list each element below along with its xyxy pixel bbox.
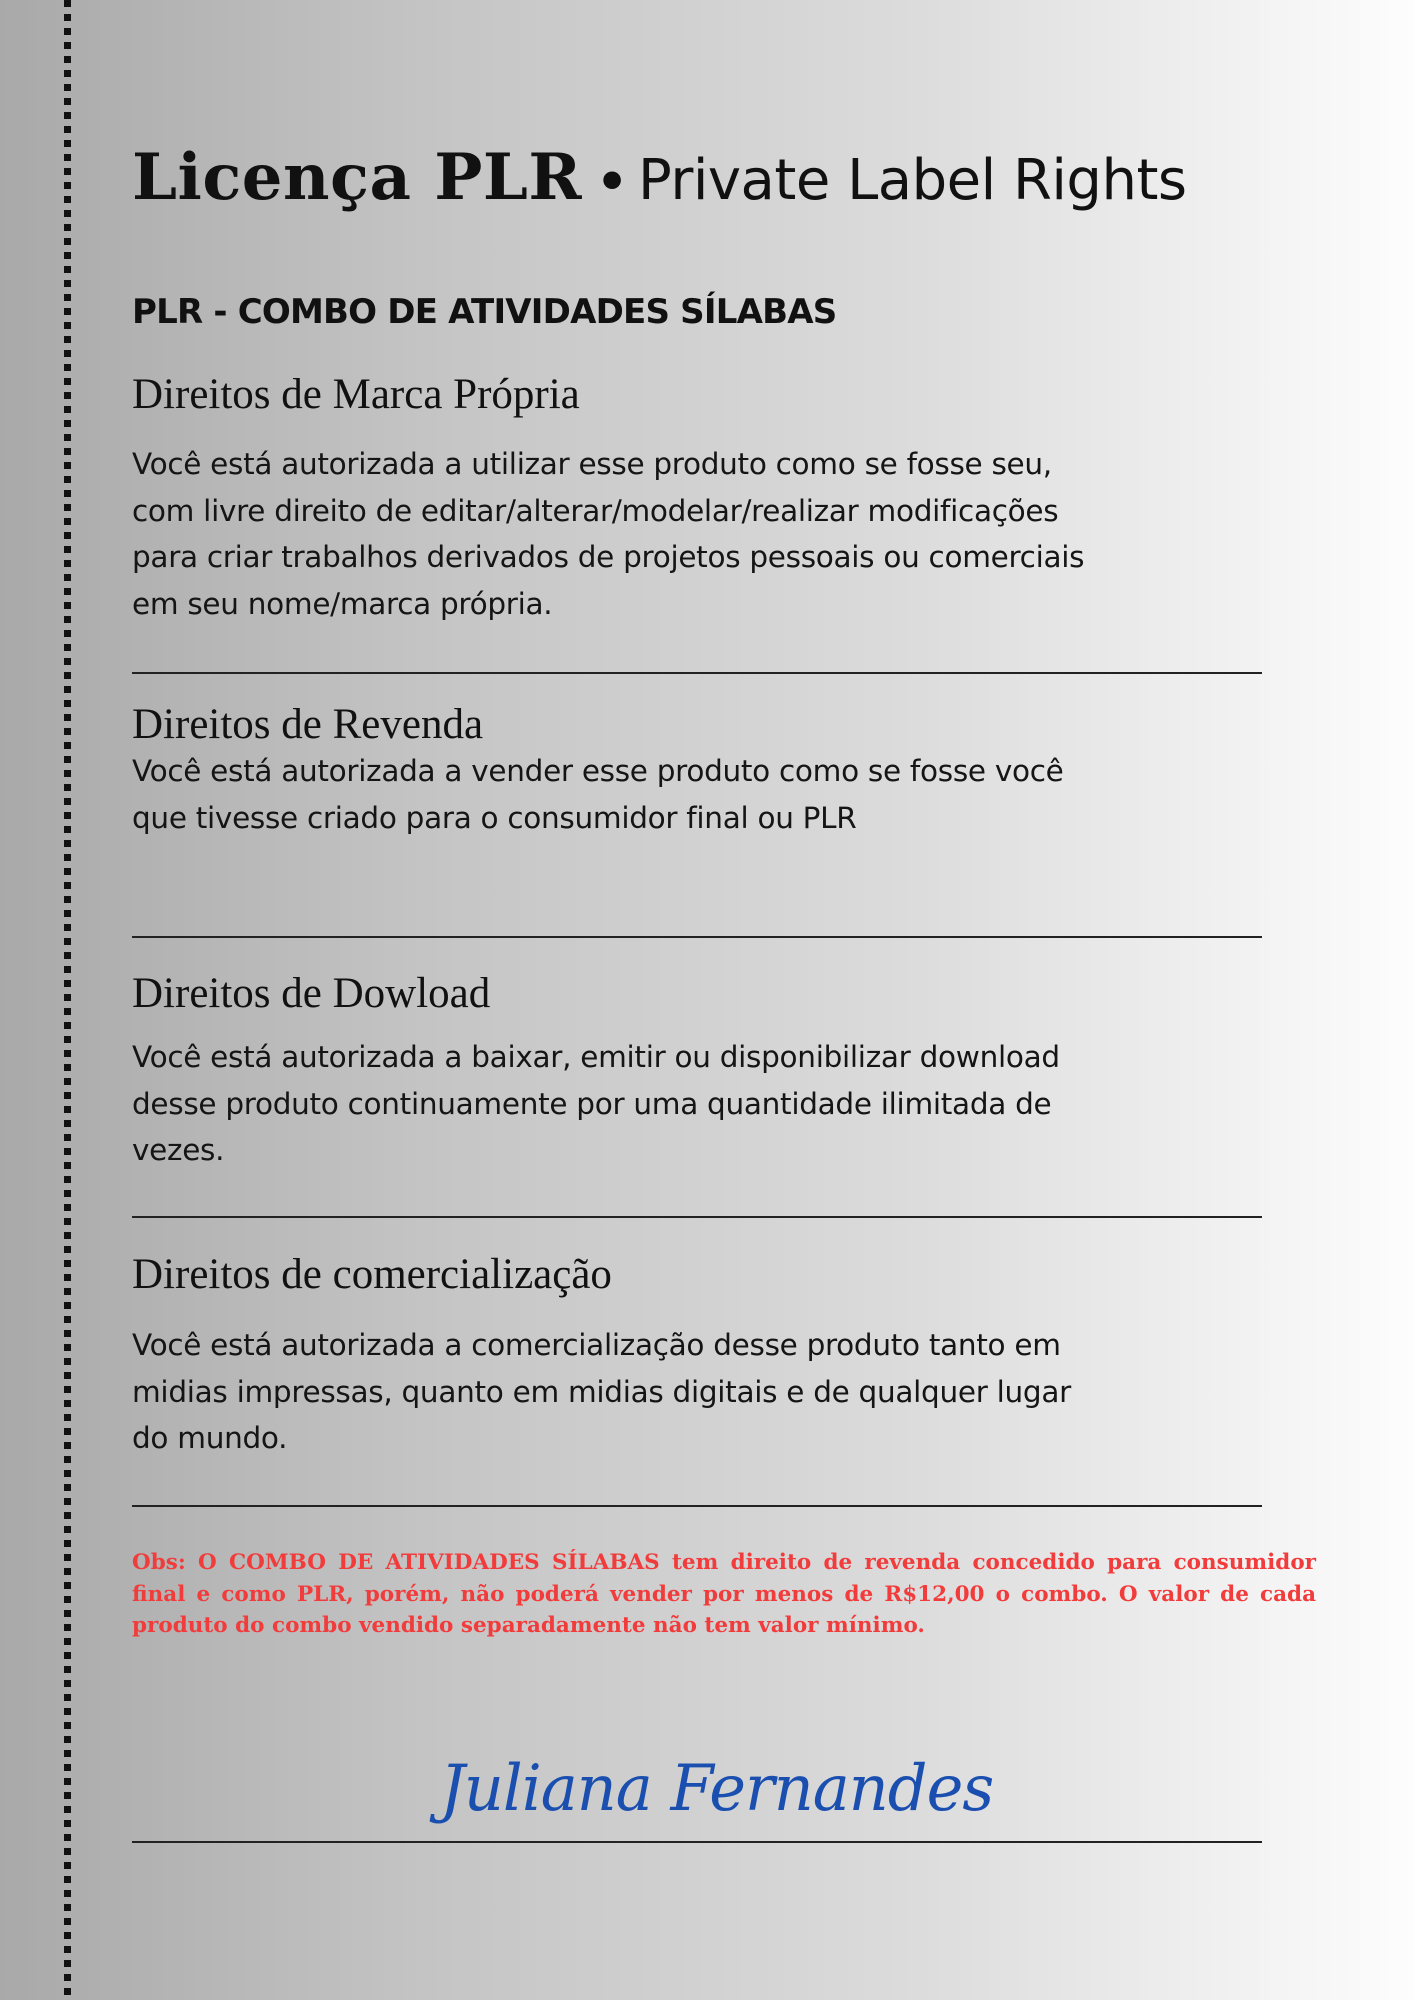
section-body-revenda [132,748,1064,841]
title-bold: Licença PLR [132,140,583,215]
observation-note: Obs: O COMBO DE ATIVIDADES SÍLABAS tem direito de revenda concedido para consumidor final e como PLR, porém, não poderá vender por menos de R$12,00 o combo. O valor de cada produto do combo vendido separadamente não tem valor mínimo. [132,1550,1316,1638]
section-heading-download: Direitos de Dowload [132,970,491,1017]
body-line: vezes. [132,1133,225,1167]
title-light: Private Label Rights [638,148,1187,213]
section-divider [132,936,1262,938]
signature-line [132,1841,1262,1843]
body-line: em seu nome/marca própria. [132,586,553,621]
section-body-download [132,1034,1060,1174]
dotted-margin-line [64,0,71,2000]
section-heading-revenda: Direitos de Revenda [132,701,484,748]
bullet-separator: • [596,153,629,211]
page-title [132,140,1187,233]
body-line: desse produto continuamente por uma quantidade ilimitada de [132,1086,1052,1121]
body-line: Você está autorizada a comercialização desse produto tanto em [132,1328,1061,1362]
section-divider [132,672,1262,674]
section-heading-marca-propria: Direitos de Marca Própria [132,371,580,418]
section-body-marca-propria [132,441,1084,627]
body-line: para criar trabalhos derivados de projetos pessoais ou comerciais [132,540,1085,574]
signature: Juliana Fernandes [440,1752,994,1826]
body-line: que tivesse criado para o consumidor final ou PLR [132,800,857,835]
body-line: Você está autorizada a baixar, emitir ou disponibilizar download [132,1040,1060,1074]
section-divider [132,1216,1262,1218]
section-heading-comercializacao: Direitos de comercialização [132,1251,612,1298]
body-line: Você está autorizada a utilizar esse produto como se fosse seu, [132,447,1052,481]
body-line: do mundo. [132,1421,288,1455]
body-line: midias impressas, quanto em midias digitais e de qualquer lugar [132,1374,1071,1409]
section-body-comercializacao [132,1322,1071,1462]
body-line: com livre direito de editar/alterar/modelar/realizar modificações [132,493,1059,528]
product-subtitle: PLR - COMBO DE ATIVIDADES SÍLABAS [132,292,837,332]
body-line: Você está autorizada a vender esse produto como se fosse você [132,754,1064,788]
section-divider [132,1505,1262,1507]
